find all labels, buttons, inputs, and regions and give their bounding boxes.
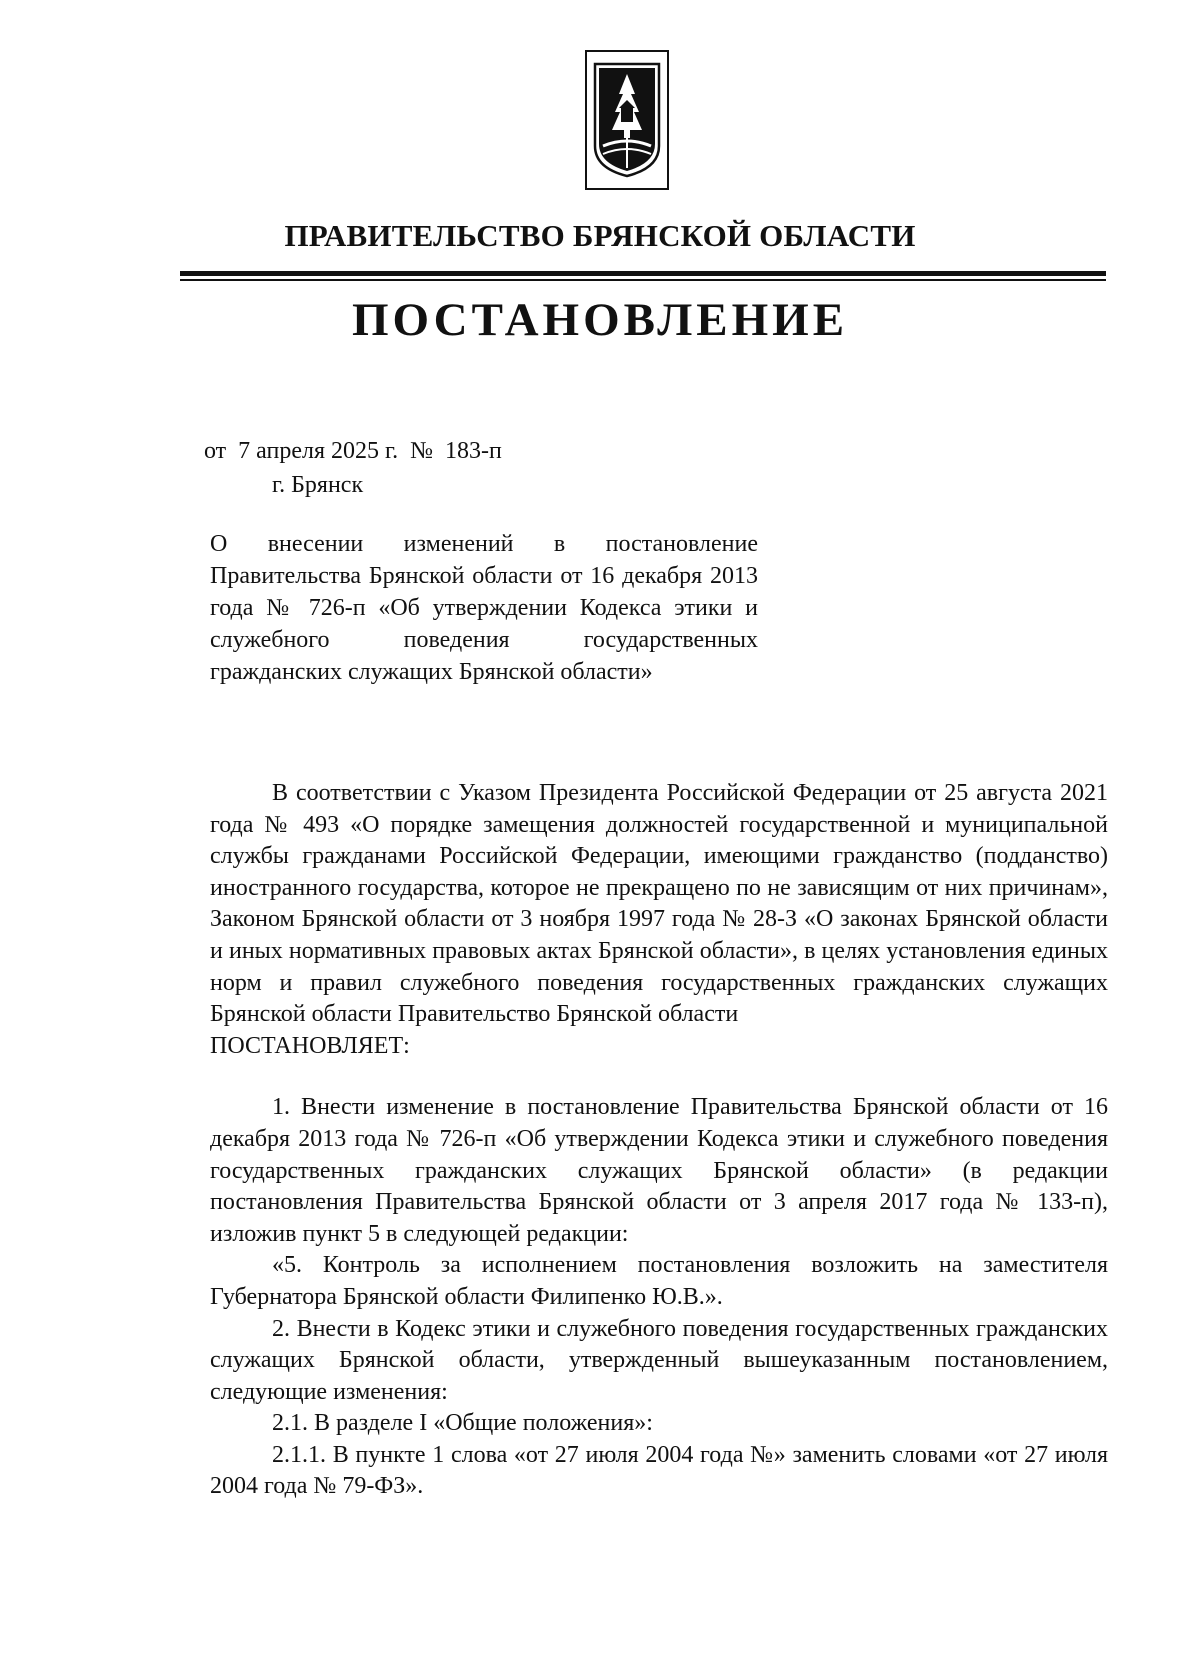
item-1-quote-paragraph: «5. Контроль за исполнением постановления возложить на заместителя Губернатора Брянской области Филипенко Ю.В.». [210, 1252, 1108, 1310]
coat-of-arms-icon [585, 50, 669, 190]
header-divider-thick [180, 271, 1106, 276]
document-body [210, 778, 1108, 1503]
item-2-1-paragraph: 2.1. В разделе I «Общие положения»: [272, 1410, 653, 1437]
city-line: г. Брянск [272, 472, 364, 498]
date-number-line: от 7 апреля 2025 г. № 183-п [204, 438, 502, 464]
document-subject: О внесении изменений в постановление Правительства Брянской области от 16 декабря 2013 года № 726-п «Об утверждении Кодекса этики и служебного поведения государственных гражданских служащих Брянской области» [210, 531, 758, 685]
preamble-paragraph: В соответствии с Указом Президента Российской Федерации от 25 августа 2021 года № 493 «О порядке замещения должностей государственной и муниципальной службы гражданами Российской Федерации, имеющими гражданство (подданство) иностранного государства, которое не прекращено по не зависящим от них причинам», Законом Брянской области от 3 ноября 1997 года № 28-З «О законах Брянской области и иных нормативных правовых актах Брянской области», в целях установления единых норм и правил служебного поведения государственных гражданских служащих Брянской области Правительство Брянской области [210, 780, 1108, 1028]
document-type-title: ПОСТАНОВЛЕНИЕ [351, 294, 849, 346]
resolves-line: ПОСТАНОВЛЯЕТ: [210, 1032, 410, 1059]
item-1-paragraph: 1. Внести изменение в постановление Правительства Брянской области от 16 декабря 2013 года № 726-п «Об утверждении Кодекса этики и служебного поведения государственных гражданских служащих Брянской области» (в редакции постановления Правительства Брянской области от 3 апреля 2017 года № 133-п), изложив пункт 5 в следующей редакции: [210, 1094, 1108, 1247]
item-2-1-1-paragraph: 2.1.1. В пункте 1 слова «от 27 июля 2004 года №» заменить словами «от 27 июля 2004 года № 79-ФЗ». [210, 1441, 1108, 1500]
organization-title: ПРАВИТЕЛЬСТВО БРЯНСКОЙ ОБЛАСТИ [284, 218, 916, 253]
item-2-paragraph: 2. Внести в Кодекс этики и служебного поведения государственных гражданских служащих Брянской области, утвержденный вышеуказанным постановлением, следующие изменения: [210, 1315, 1108, 1405]
header-divider-thin [180, 279, 1106, 281]
